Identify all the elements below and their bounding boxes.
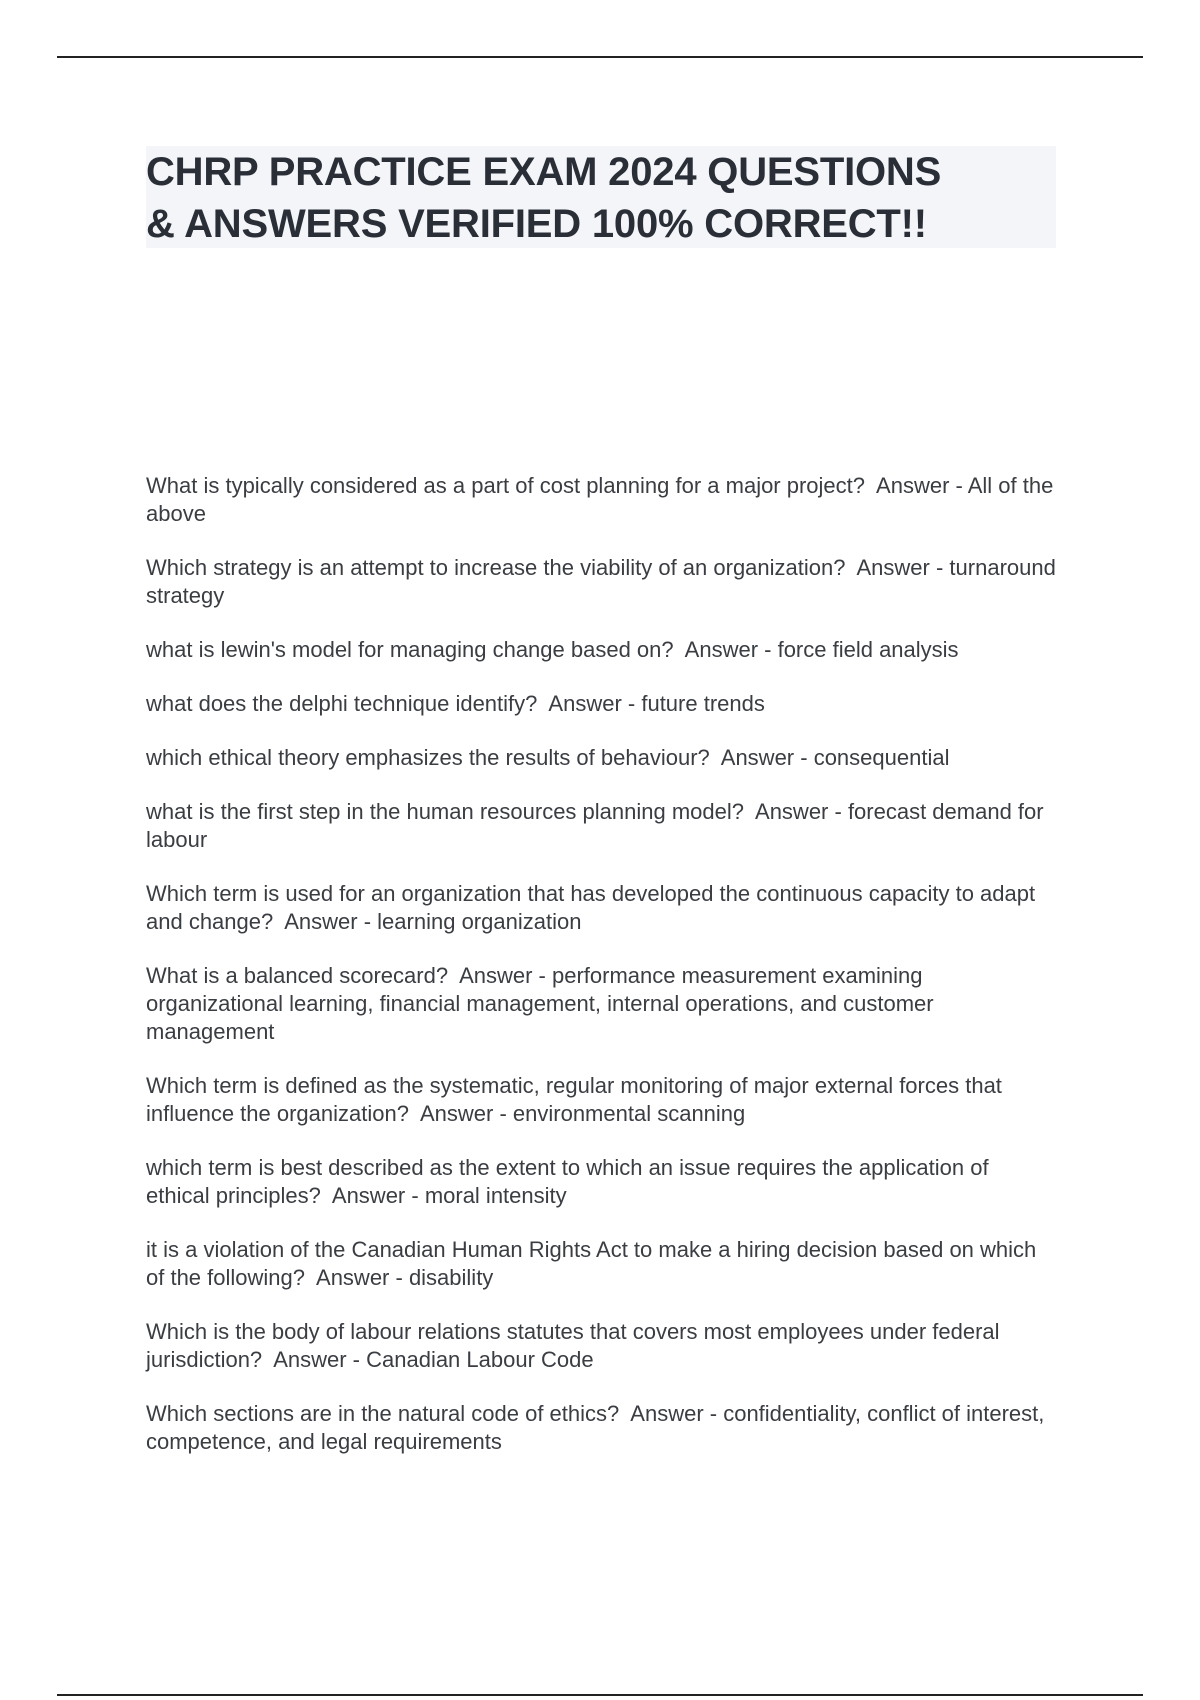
title-line-2: & ANSWERS VERIFIED 100% CORRECT!! xyxy=(146,202,927,246)
answer-text: All of the above xyxy=(146,473,1060,526)
title-line-1: CHRP PRACTICE EXAM 2024 QUESTIONS xyxy=(146,150,942,194)
qa-item xyxy=(146,1154,1056,1210)
qa-item xyxy=(146,1400,1056,1456)
title-block xyxy=(146,146,1056,248)
question-text: Which sections are in the natural code of ethics? xyxy=(146,1401,620,1426)
question-text: Which term is used for an organization that has developed the continuous capacity to adapt and change? xyxy=(146,881,1042,934)
answer-text: confidentiality, conflict of interest, competence, and legal requirements xyxy=(146,1401,1051,1454)
qa-item xyxy=(146,880,1056,936)
answer-text: Canadian Labour Code xyxy=(366,1347,594,1372)
answer-label: Answer - xyxy=(876,473,963,498)
question-text: which term is best described as the extent to which an issue requires the application of ethical principles? xyxy=(146,1155,995,1208)
qa-item xyxy=(146,962,1056,1046)
answer-label: Answer - xyxy=(273,1347,360,1372)
answer-label: Answer - xyxy=(316,1265,403,1290)
question-text: Which is the body of labour relations statutes that covers most employees under federal jurisdiction? xyxy=(146,1319,1006,1372)
qa-item xyxy=(146,636,1056,664)
answer-text: turnaround strategy xyxy=(146,555,1062,608)
answer-label: Answer - xyxy=(331,1183,419,1208)
question-text: which ethical theory emphasizes the results of behaviour? xyxy=(146,745,710,770)
answer-label: Answer - xyxy=(684,637,772,662)
question-text: What is a balanced scorecard? xyxy=(146,963,449,988)
answer-label: Answer - xyxy=(856,555,944,580)
answer-label: Answer - xyxy=(630,1401,718,1426)
answer-label: Answer - xyxy=(755,799,842,824)
top-rule xyxy=(57,56,1143,58)
answer-text: disability xyxy=(408,1265,494,1290)
qa-item xyxy=(146,554,1062,610)
qa-list xyxy=(146,472,1062,1482)
answer-text: moral intensity xyxy=(424,1183,567,1208)
qa-item xyxy=(146,798,1056,854)
answer-text: learning organization xyxy=(377,909,582,934)
answer-label: Answer - xyxy=(548,691,636,716)
answer-text: future trends xyxy=(641,691,765,716)
question-text: what is lewin's model for managing change based on? xyxy=(146,637,674,662)
qa-item xyxy=(146,472,1060,528)
qa-item xyxy=(146,1318,1056,1374)
answer-label: Answer - xyxy=(419,1101,507,1126)
question-text: what is the first step in the human resources planning model? xyxy=(146,799,744,824)
answer-text: environmental scanning xyxy=(512,1101,746,1126)
qa-item xyxy=(146,744,1056,772)
answer-label: Answer - xyxy=(284,909,372,934)
answer-text: forecast demand for labour xyxy=(146,799,1050,852)
document-title xyxy=(146,146,1056,250)
question-text: Which strategy is an attempt to increase the viability of an organization? xyxy=(146,555,846,580)
answer-text: performance measurement examining organizational learning, financial management, internal operations, and customer management xyxy=(146,963,940,1044)
question-text: it is a violation of the Canadian Human Rights Act to make a hiring decision based on which of the following? xyxy=(146,1237,1043,1290)
qa-item xyxy=(146,690,1056,718)
qa-item xyxy=(146,1072,1056,1128)
answer-label: Answer - xyxy=(720,745,808,770)
question-text: What is typically considered as a part of cost planning for a major project? xyxy=(146,473,866,498)
bottom-rule xyxy=(57,1694,1143,1696)
qa-item xyxy=(146,1236,1056,1292)
question-text: Which term is defined as the systematic, regular monitoring of major external forces that influence the organization? xyxy=(146,1073,1009,1126)
answer-label: Answer - xyxy=(459,963,546,988)
question-text: what does the delphi technique identify? xyxy=(146,691,538,716)
answer-text: force field analysis xyxy=(777,637,959,662)
answer-text: consequential xyxy=(813,745,950,770)
